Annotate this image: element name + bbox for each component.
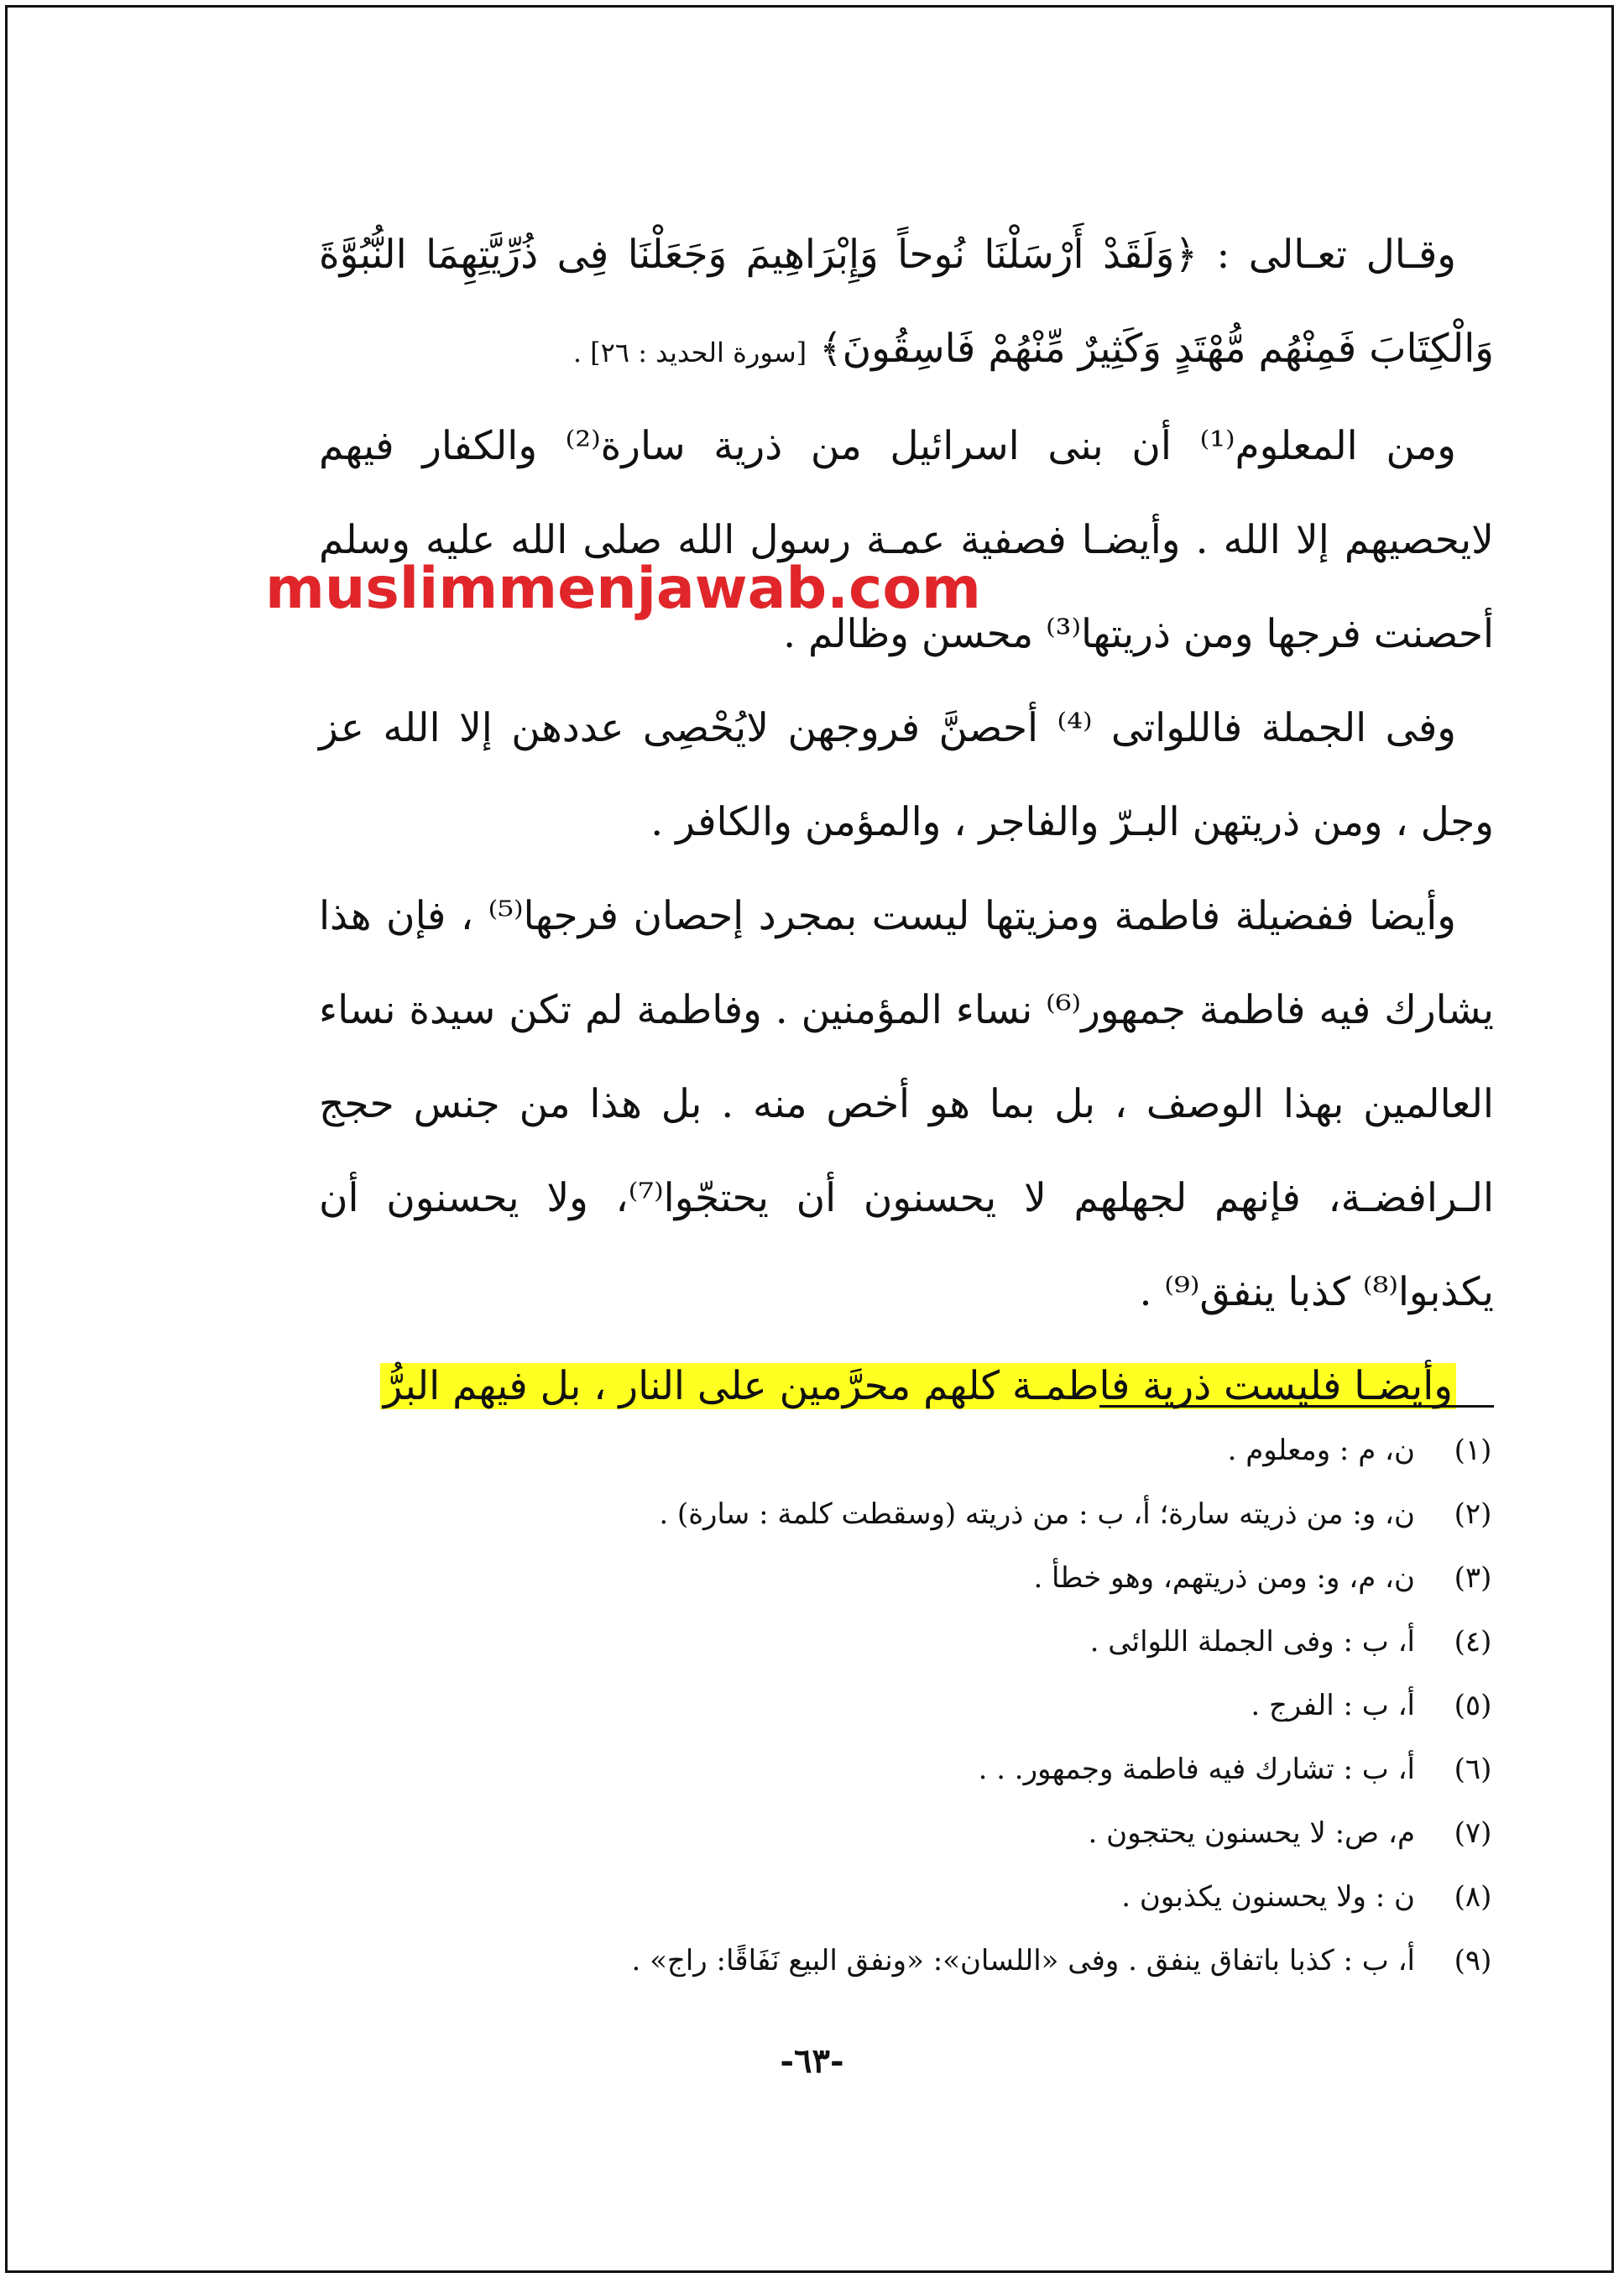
footnote-text: أ، ب : كذبا باتفاق ينفق . وفى «اللسان»: «ونفق البيع نَفَاقًا: راج» . [631,1944,1415,1977]
main-text [319,208,1494,1434]
footnote-text: م، ص: لا يحسنون يحتجون . [1088,1816,1415,1850]
footnote-item [319,1610,1502,1674]
paragraph-3: وفى الجملة فاللواتى ⁽⁴⁾ أحصنَّ فروجهن لايُحْصِى عددهن إلا الله عز وجل ، ومن ذريتهن البـرّ والفاجر ، والمؤمن والكافر . [319,705,1494,845]
footnote-item [319,1674,1502,1737]
footnote-item [319,1801,1502,1865]
footnote-item [319,1482,1502,1546]
highlighted-text: وأيضـا فليست ذرية فاطمـة كلهم محرَّمين على النار ، بل فيهم البرُّ [380,1363,1456,1409]
footnote-number: (١) [1454,1434,1492,1467]
paragraph-verse [319,208,1494,400]
watermark-text: muslimmenjawab.com [265,556,981,622]
footnote-text: ن : ولا يحسنون يكذبون . [1121,1880,1415,1914]
footnote-number: (٢) [1454,1497,1492,1531]
footnote-separator [1099,1405,1494,1408]
footnote-number: (٤) [1454,1625,1492,1659]
footnote-text: أ، ب : الفرج . [1251,1689,1415,1722]
verse-reference: [سورة الحديد : ٢٦] . [572,337,807,368]
footnote-text: ن، م : ومعلوم . [1227,1434,1415,1467]
footnote-item [319,1865,1502,1929]
page-number: -٦٣- [780,2041,844,2081]
footnote-item [319,1737,1502,1801]
footnote-number: (٦) [1454,1753,1492,1786]
footnote-text: ن، و: من ذريته سارة؛ أ، ب : من ذريته (وسقطت كلمة : سارة) . [659,1497,1415,1531]
footnote-number: (٩) [1454,1944,1492,1977]
paragraph-2: ومن المعلوم⁽¹⁾ أن بنى اسرائيل من ذرية سارة⁽²⁾ والكفار فيهم لايحصيهم إلا الله . وأيضـا فصفية عمـة رسول الله صلى الله عليه وسلم أحصنت فرجها ومن ذريتها⁽³⁾ محسن وظالم . [319,423,1494,657]
footnote-text: ن، م، و: ومن ذريتهم، وهو خطأ . [1033,1561,1415,1595]
footnote-text: أ، ب : تشارك فيه فاطمة وجمهور. . . [978,1753,1415,1786]
footnote-item [319,1418,1502,1482]
footnote-number: (٥) [1454,1689,1492,1722]
footnote-number: (٣) [1454,1561,1492,1595]
footnote-item [319,1929,1502,1993]
verse-intro: وقـال تعـالى : [1216,232,1456,278]
footnote-text: أ، ب : وفى الجملة اللوائى . [1089,1625,1415,1659]
footnote-number: (٨) [1454,1880,1492,1914]
footnote-item [319,1546,1502,1610]
paragraph-4: وأيضا ففضيلة فاطمة ومزيتها ليست بمجرد إحصان فرجها⁽⁵⁾ ، فإن هذا يشارك فيه فاطمة جمهور⁽⁶⁾ نساء المؤمنين . وفاطمة لم تكن سيدة نساء العالمين بهذا الوصف ، بل بما هو أخص منه . بل هذا من جنس حجج الـرافضـة، فإنهم لجهلهم لا يحسنون أن يحتجّوا⁽⁷⁾، ولا يحسنون أن يكذبوا⁽⁸⁾ كذبا ينفق⁽⁹⁾ . [319,893,1495,1315]
footnotes [319,1418,1502,1993]
footnote-number: (٧) [1454,1816,1492,1850]
quran-verse: ﴿وَلَقَدْ أَرْسَلْنَا نُوحاً وَإِبْرَاهِيمَ وَجَعَلْنَا فِى ذُرِّيَّتِهِمَا النُّبُوَّةَ وَالْكِتَابَ فَمِنْهُم مُّهْتَدٍ وَكَثِيرٌ مِّنْهُمْ فَاسِقُونَ﴾ [319,232,1494,372]
